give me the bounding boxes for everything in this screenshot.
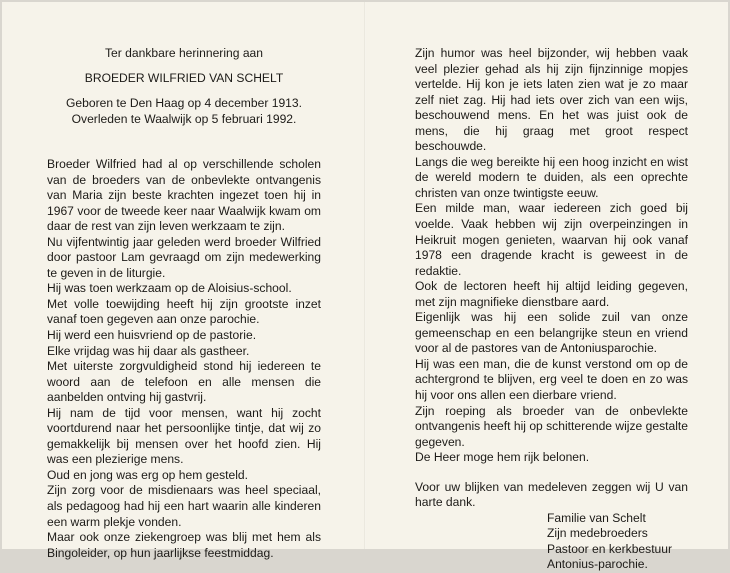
right-page [415,46,688,573]
signature-line: Familie van Schelt [547,510,646,525]
paragraph: Hij werd een huisvriend op de pastorie. [47,328,257,343]
right-text [415,46,688,466]
paragraph: Eigenlijk was hij een solide zuil van onze gemeenschap en een belangrijke steun en vriend voor al de pastores van de Antoniusparochie. [415,310,688,356]
paragraph: Met uiterste zorgvuldigheid stond hij iedereen te woord aan de telefoon en alle mensen die aanbelden ontving hij gastvrij. [47,359,321,405]
paragraph: Zijn zorg voor de misdienaars was heel speciaal, als pedagoog had hij een hart waarin alle kinderen een warm plekje vonden. [47,483,321,529]
intro-line: Ter dankbare herinnering aan [105,46,263,60]
paragraph: Langs die weg bereikte hij een hoog inzicht en wist de wereld modern te duiden, als een oprechte christen van onze twintigste eeuw. [415,154,688,200]
paragraph: Met volle toewijding heeft hij zijn grootste inzet vanaf toen gegeven aan onze parochie. [47,296,321,327]
death-line: Overleden te Waalwijk op 5 februari 1992. [71,112,297,126]
paragraph: Zijn humor was heel bijzonder, wij hebben vaak veel plezier gehad als hij zijn fijnzinnige mopjes vertelde. Hij kon je iets laten zien wat je zo maar zelf niet zag. Hij had iets over zich van een wijs, beschouwend mens. En het was juist ook de mens, die hij graag met groot respect beschouwde. [415,46,688,154]
left-page [47,45,321,561]
signatures [547,511,688,573]
paragraph: Nu vijfentwintig jaar geleden werd broeder Wilfried door pastoor Lam gevraagd om zijn medewerking te geven in de liturgie. [47,234,321,280]
paragraph: Een milde man, waar iedereen zich goed bij voelde. Vaak hebben wij zijn overpeinzingen in Heikruit mogen genieten, waarvan hij ook vanaf 1978 een dragende kracht is geweest in de redaktie. [415,201,688,278]
left-text [47,157,321,561]
paragraph: Zijn roeping als broeder van de onbevlekte ontvangenis heeft hij op schitterende wijze gestalte gegeven. [415,403,688,449]
memorial-heading [47,45,321,127]
card-fold [364,2,366,549]
paragraph: Hij was een man, die de kunst verstond om op de achtergrond te blijven, erg veel te doen en zo was hij voor ons allen een dierbare vriend. [415,356,688,403]
paragraph: Elke vrijdag was hij daar als gastheer. [47,343,250,358]
paragraph: De Heer moge hem rijk belonen. [415,450,590,465]
paragraph: Hij nam de tijd voor mensen, want hij zocht voortdurend naar het persoonlijke tintje, dat wij zo gemakkelijk bij mensen over het hoofd zien. Hij was een plezierige mens. [47,405,321,467]
paragraph: Ook de lectoren heeft hij altijd leiding gegeven, met zijn magnifieke dienstbare aard. [415,279,688,309]
signature-line: Zijn medebroeders [547,526,648,541]
paragraph: Maar ook onze ziekengroep was blij met hem als Bingoleider, op hun jaarlijkse feestmiddag. [47,530,321,560]
thank-you-line: Voor uw blijken van medeleven zeggen wij U van harte dank. [415,479,688,510]
signature-line: Pastoor en kerkbestuur [547,541,673,556]
signature-line: Antonius-parochie. [547,557,648,572]
birth-line: Geboren te Den Haag op 4 december 1913. [66,96,302,110]
deceased-name: BROEDER WILFRIED VAN SCHELT [84,71,284,85]
paragraph: Hij was toen werkzaam op de Aloisius-school. [47,281,292,296]
paragraph: Oud en jong was erg op hem gesteld. [47,467,249,482]
paragraph: Broeder Wilfried had al op verschillende scholen van de broeders van de onbevlekte ontvangenis van Maria zijn beste krachten ingezet toen hij in 1967 voor de tweede keer naar Waalwijk kwam om daar de rest van zijn leven werkzaam te zijn. [47,157,321,234]
